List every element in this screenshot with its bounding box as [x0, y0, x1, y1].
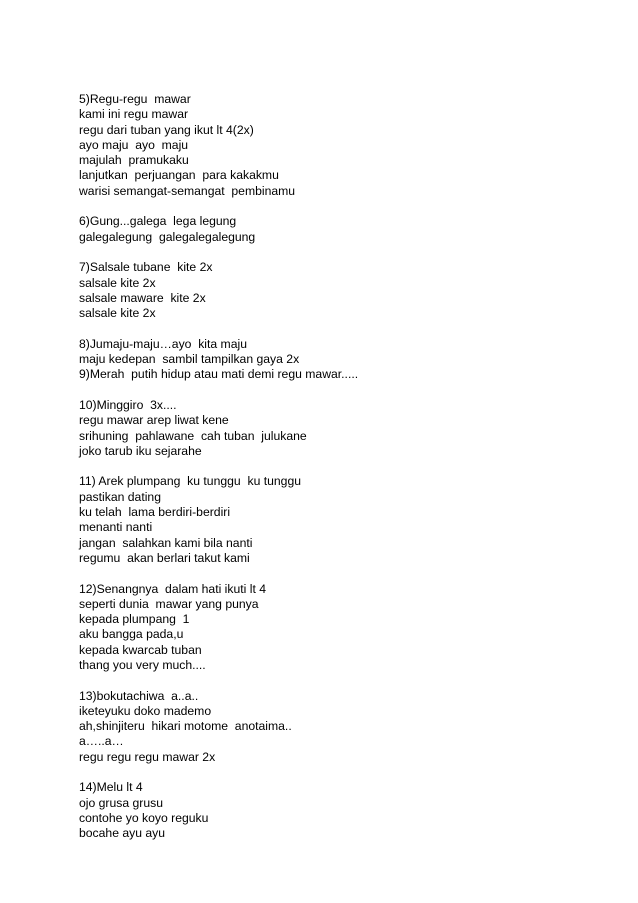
text-line: 7)Salsale tubane kite 2x [79, 260, 213, 275]
text-line: regu regu regu mawar 2x [79, 749, 216, 764]
text-line: lanjutkan perjuangan para kakakmu [79, 168, 279, 183]
text-line: salsale kite 2x [79, 306, 156, 321]
lyrics-text-block [79, 92, 599, 857]
text-line: aku bangga pada,u [79, 627, 184, 642]
text-line: majulah pramukaku [79, 153, 189, 168]
text-line: srihuning pahlawane cah tuban julukane [79, 428, 307, 443]
text-line: 8)Jumaju-maju…ayo kita maju [79, 336, 247, 351]
text-line: 6)Gung...galega lega legung [79, 214, 237, 229]
text-line: salsale maware kite 2x [79, 290, 206, 305]
stanza [79, 582, 599, 674]
text-line: thang you very much.... [79, 657, 206, 672]
text-line: ku telah lama berdiri-berdiri [79, 505, 231, 520]
text-line: maju kedepan sambil tampilkan gaya 2x [79, 352, 300, 367]
text-line: seperti dunia mawar yang punya [79, 596, 259, 611]
text-line: 14)Melu lt 4 [79, 780, 143, 795]
text-line: kami ini regu mawar [79, 107, 189, 122]
stanza [79, 337, 599, 383]
text-line: pastikan dating [79, 489, 161, 504]
text-line: regu dari tuban yang ikut lt 4(2x) [79, 122, 254, 137]
text-line: regumu akan berlari takut kami [79, 550, 250, 565]
text-line: a…..a… [79, 734, 124, 749]
text-line: jangan salahkan kami bila nanti [79, 535, 253, 550]
text-line: galegalegung galegalegalegung [79, 229, 256, 244]
text-line: 9)Merah putih hidup atau mati demi regu mawar..... [79, 367, 359, 382]
stanza [79, 689, 599, 765]
stanza [79, 92, 599, 199]
stanza [79, 214, 599, 245]
text-line: 12)Senangnya dalam hati ikuti lt 4 [79, 581, 266, 596]
text-line: warisi semangat-semangat pembinamu [79, 183, 296, 198]
text-line: regu mawar arep liwat kene [79, 413, 229, 428]
text-line: ah,shinjiteru hikari motome anotaima.. [79, 719, 292, 734]
text-line: 10)Minggiro 3x.... [79, 397, 177, 412]
text-line: bocahe ayu ayu [79, 826, 166, 841]
text-line: joko tarub iku sejarahe [79, 443, 202, 458]
text-line: kepada kwarcab tuban [79, 642, 202, 657]
stanza [79, 474, 599, 566]
text-line: salsale kite 2x [79, 275, 156, 290]
stanza [79, 398, 599, 459]
text-line: contohe yo koyo reguku [79, 810, 209, 825]
text-line: iketeyuku doko mademo [79, 703, 212, 718]
text-line: kepada plumpang 1 [79, 612, 190, 627]
text-line: 11) Arek plumpang ku tunggu ku tunggu [79, 474, 302, 489]
text-line: menanti nanti [79, 520, 153, 535]
text-line: ayo maju ayo maju [79, 137, 189, 152]
stanza [79, 780, 599, 841]
text-line: 13)bokutachiwa a..a.. [79, 688, 199, 703]
stanza [79, 260, 599, 321]
text-line: ojo grusa grusu [79, 795, 164, 810]
text-line: 5)Regu-regu mawar [79, 92, 191, 106]
